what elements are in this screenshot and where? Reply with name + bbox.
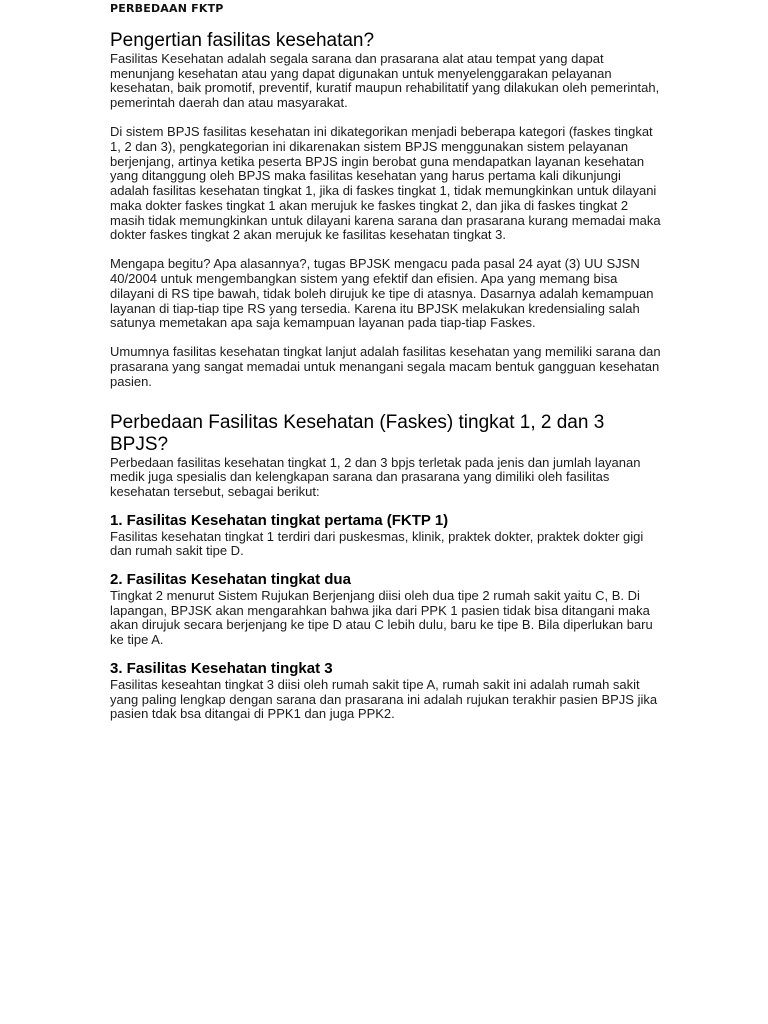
page-header: PERBEDAAN FKTP xyxy=(110,2,224,15)
subsection-heading-1: 1. Fasilitas Kesehatan tingkat pertama (FKTP 1) xyxy=(110,511,449,529)
section1-paragraph-4: Umumnya fasilitas kesehatan tingkat lanjut adalah fasilitas kesehatan yang memiliki sarana dan prasarana yang sangat memadai untuk menangani segala macam bentuk gangguan kesehatan pasien. xyxy=(110,344,661,389)
subsection-heading-3: 3. Fasilitas Kesehatan tingkat 3 xyxy=(110,659,333,677)
document-body xyxy=(110,30,662,722)
section1-paragraph-1: Fasilitas Kesehatan adalah segala sarana dan prasarana alat atau tempat yang dapat menunjang kesehatan atau yang dapat digunakan untuk menyelenggarakan pelayanan kesehatan, baik promotif, preventif, kuratif maupun rehabilitatif yang dilakukan oleh pemerintah, pemerintah daerah dan atau masyarakat. xyxy=(110,51,660,111)
section1-title: Pengertian fasilitas kesehatan? xyxy=(110,30,375,51)
section2-title: Perbedaan Fasilitas Kesehatan (Faskes) tingkat 1, 2 dan 3 BPJS? xyxy=(110,411,605,455)
section1-paragraph-3: Mengapa begitu? Apa alasannya?, tugas BPJSK mengacu pada pasal 24 ayat (3) UU SJSN 40/2004 untuk mengembangkan sistem yang efektif dan efisien. Apa yang memang bisa dilayani di RS tipe bawah, tidak boleh dirujuk ke tipe di atasnya. Dasarnya adalah kemampuan layanan di tiap-tiap tipe RS yang tersedia. Karena itu BPJSK melakukan kredensialing salah satunya memetakan apa saja kemampuan layanan pada tiap-tiap Faskes. xyxy=(110,256,654,331)
section2-intro: Perbedaan fasilitas kesehatan tingkat 1, 2 dan 3 bpjs terletak pada jenis dan jumlah layanan medik juga spesialis dan kelengkapan sarana dan prasarana yang dimiliki oleh fasilitas kesehatan tersebut, sebagai berikut: xyxy=(110,454,641,499)
section1-paragraph-2: Di sistem BPJS fasilitas kesehatan ini dikategorikan menjadi beberapa kategori (faskes tingkat 1, 2 dan 3), pengkategorian ini dikarenakan sistem BPJS menggunakan sistem pelayanan berjenjang, artinya ketika peserta BPJS ingin berobat guna mendapatkan layanan kesehatan yang ditanggung oleh BPJS maka fasilitas kesehatan yang harus pertama kali dikunjungi adalah fasilitas kesehatan tingkat 1, jika di faskes tingkat 1, tidak memungkinkan untuk dilayani maka dokter faskes tingkat 1 akan merujuk ke faskes tingkat 2, dan jika di faskes tingkat 2 masih tidak memungkinkan untuk dilayani karena sarana dan prasarana kurang memadai maka dokter faskes tingkat 2 akan merujuk ke fasilitas kesehatan tingkat 3. xyxy=(110,124,661,243)
subsection-heading-2: 2. Fasilitas Kesehatan tingkat dua xyxy=(110,571,351,589)
subsection-text-1: Fasilitas kesehatan tingkat 1 terdiri dari puskesmas, klinik, praktek dokter, praktek dokter gigi dan rumah sakit tipe D. xyxy=(110,528,644,559)
subsection-text-3: Fasilitas keseahtan tingkat 3 diisi oleh rumah sakit tipe A, rumah sakit ini adalah rumah sakit yang paling lengkap dengan sarana dan prasarana ini adalah rujukan terakhir pasien BPJS jika pasien tdak bsa ditangai di PPK1 dan juga PPK2. xyxy=(110,676,658,722)
subsection-text-2: Tingkat 2 menurut Sistem Rujukan Berjenjang diisi oleh dua tipe 2 rumah sakit yaitu C, B. Di lapangan, BPJSK akan mengarahkan bahwa jika dari PPK 1 pasien tidak bisa ditangani maka akan dirujuk secara berjenjang ke tipe D atau C lebih dulu, baru ke tipe B. Bila diperlukan baru ke tipe A. xyxy=(110,588,653,648)
